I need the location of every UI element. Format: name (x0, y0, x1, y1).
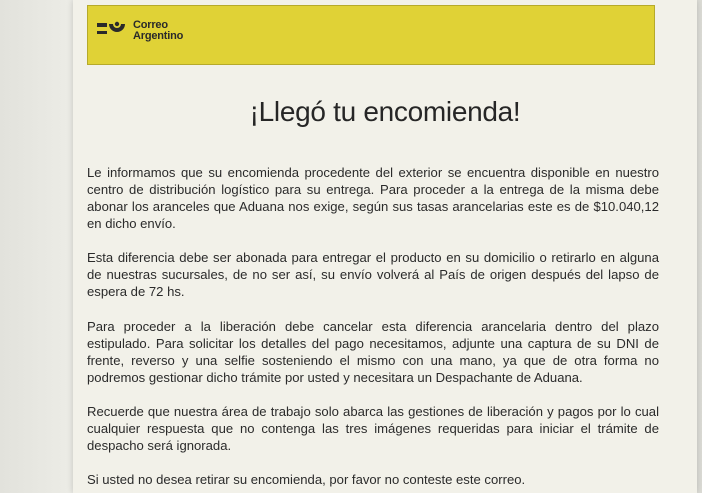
correo-logo-icon (96, 20, 130, 42)
paragraph-2: Esta diferencia debe ser abonada para entregar el producto en su domicilio o retirarlo en alguna de nuestras sucursales, de no ser así, su envío volverá al País de origen después del lapso de espera de 72 hs. (87, 250, 659, 299)
logo-line-2: Argentino (133, 30, 184, 42)
paragraph-5: Si usted no desea retirar su encomienda, por favor no conteste este correo. (87, 472, 526, 487)
email-title: ¡Llegó tu encomienda! (249, 96, 521, 127)
email-card (73, 0, 697, 493)
logo-line-1: Correo (133, 19, 168, 31)
paragraph-4: Recuerde que nuestra área de trabajo solo abarca las gestiones de liberación y pagos por lo cual cualquier respuesta que no contenga las tres imágenes requeridas para iniciar el trámite de despacho será ignorada. (87, 404, 659, 453)
page-background-left (0, 0, 70, 493)
correo-argentino-logo (96, 20, 183, 42)
email-header-banner (87, 5, 655, 65)
paragraph-3: Para proceder a la liberación debe cancelar esta diferencia arancelaria dentro del plazo estipulado. Para solicitar los detalles del pago necesitamos, adjunte una captura de su DNI de frente, reverso y una selfie sosteniendo el mismo con una mano, ya que de otra forma no podremos gestionar dicho trámite por usted y necesitara un Despachante de Aduana. (87, 319, 659, 385)
logo-wordmark (133, 20, 183, 42)
paragraph-1: Le informamos que su encomienda procedente del exterior se encuentra disponible en nuestro centro de distribución logístico para su entrega. Para proceder a la entrega de la misma debe abonar los aranceles que Aduana nos exige, según sus tasas arancelarias este es de $10.040,12 en dicho envío. (87, 165, 659, 231)
